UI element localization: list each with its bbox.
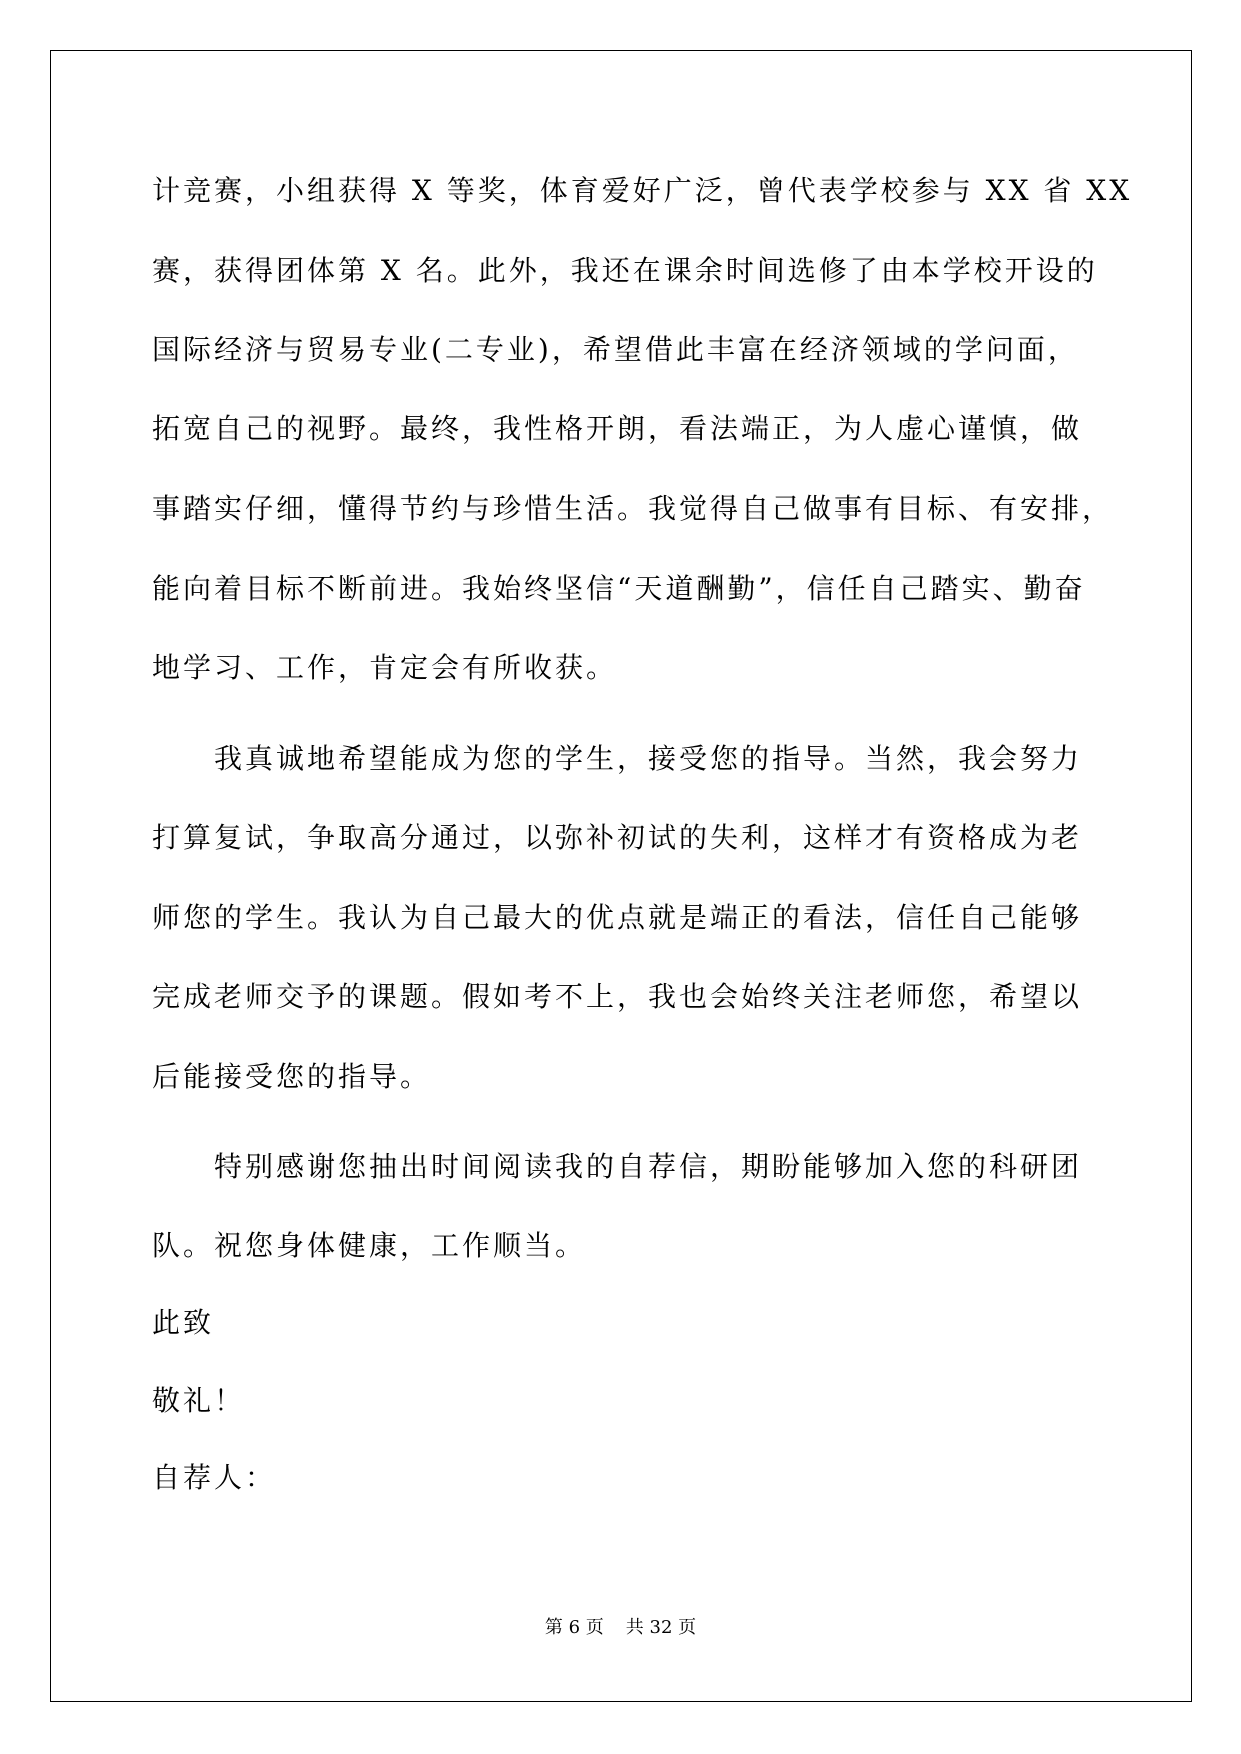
text-line: 打算复试，争取高分通过，以弥补初试的失利，这样才有资格成为老 xyxy=(152,821,1083,854)
text-line: 后能接受您的指导。 xyxy=(152,1060,432,1093)
text-line: 能向着目标不断前进。我始终坚信“天道酬勤”，信任自己踏实、勤奋 xyxy=(152,572,1086,605)
text-line: 特别感谢您抽出时间阅读我的自荐信，期盼能够加入您的科研团 xyxy=(152,1150,1083,1183)
text-line: 师您的学生。我认为自己最大的优点就是端正的看法，信任自己能够 xyxy=(152,901,1083,934)
text-line: 队。祝您身体健康，工作顺当。 xyxy=(152,1229,587,1262)
page-border xyxy=(50,50,1192,1702)
text-line: 我真诚地希望能成为您的学生，接受您的指导。当然，我会努力 xyxy=(152,742,1083,775)
text-line: 赛，获得团体第 X 名。此外，我还在课余时间选修了由本学校开设的 xyxy=(152,254,1098,287)
signature-label: 自荐人： xyxy=(152,1461,277,1494)
text-line: 完成老师交予的课题。假如考不上，我也会始终关注老师您，希望以 xyxy=(152,980,1083,1013)
page-footer xyxy=(0,1615,1241,1641)
closing-regards: 敬礼！ xyxy=(152,1384,246,1417)
total-pages-label: 共 32 页 xyxy=(625,1617,697,1638)
text-line: 计竞赛，小组获得 X 等奖，体育爱好广泛，曾代表学校参与 XX 省 XX xyxy=(152,174,1133,207)
text-line: 国际经济与贸易专业(二专业)，希望借此丰富在经济领域的学问面， xyxy=(152,333,1079,366)
text-line: 地学习、工作，肯定会有所收获。 xyxy=(152,651,618,684)
closing-salutation: 此致 xyxy=(152,1306,215,1339)
text-line: 事踏实仔细，懂得节约与珍惜生活。我觉得自己做事有目标、有安排， xyxy=(152,492,1114,525)
text-line: 拓宽自己的视野。最终，我性格开朗，看法端正，为人虚心谨慎，做 xyxy=(152,412,1083,445)
current-page-label: 第 6 页 xyxy=(544,1617,604,1638)
